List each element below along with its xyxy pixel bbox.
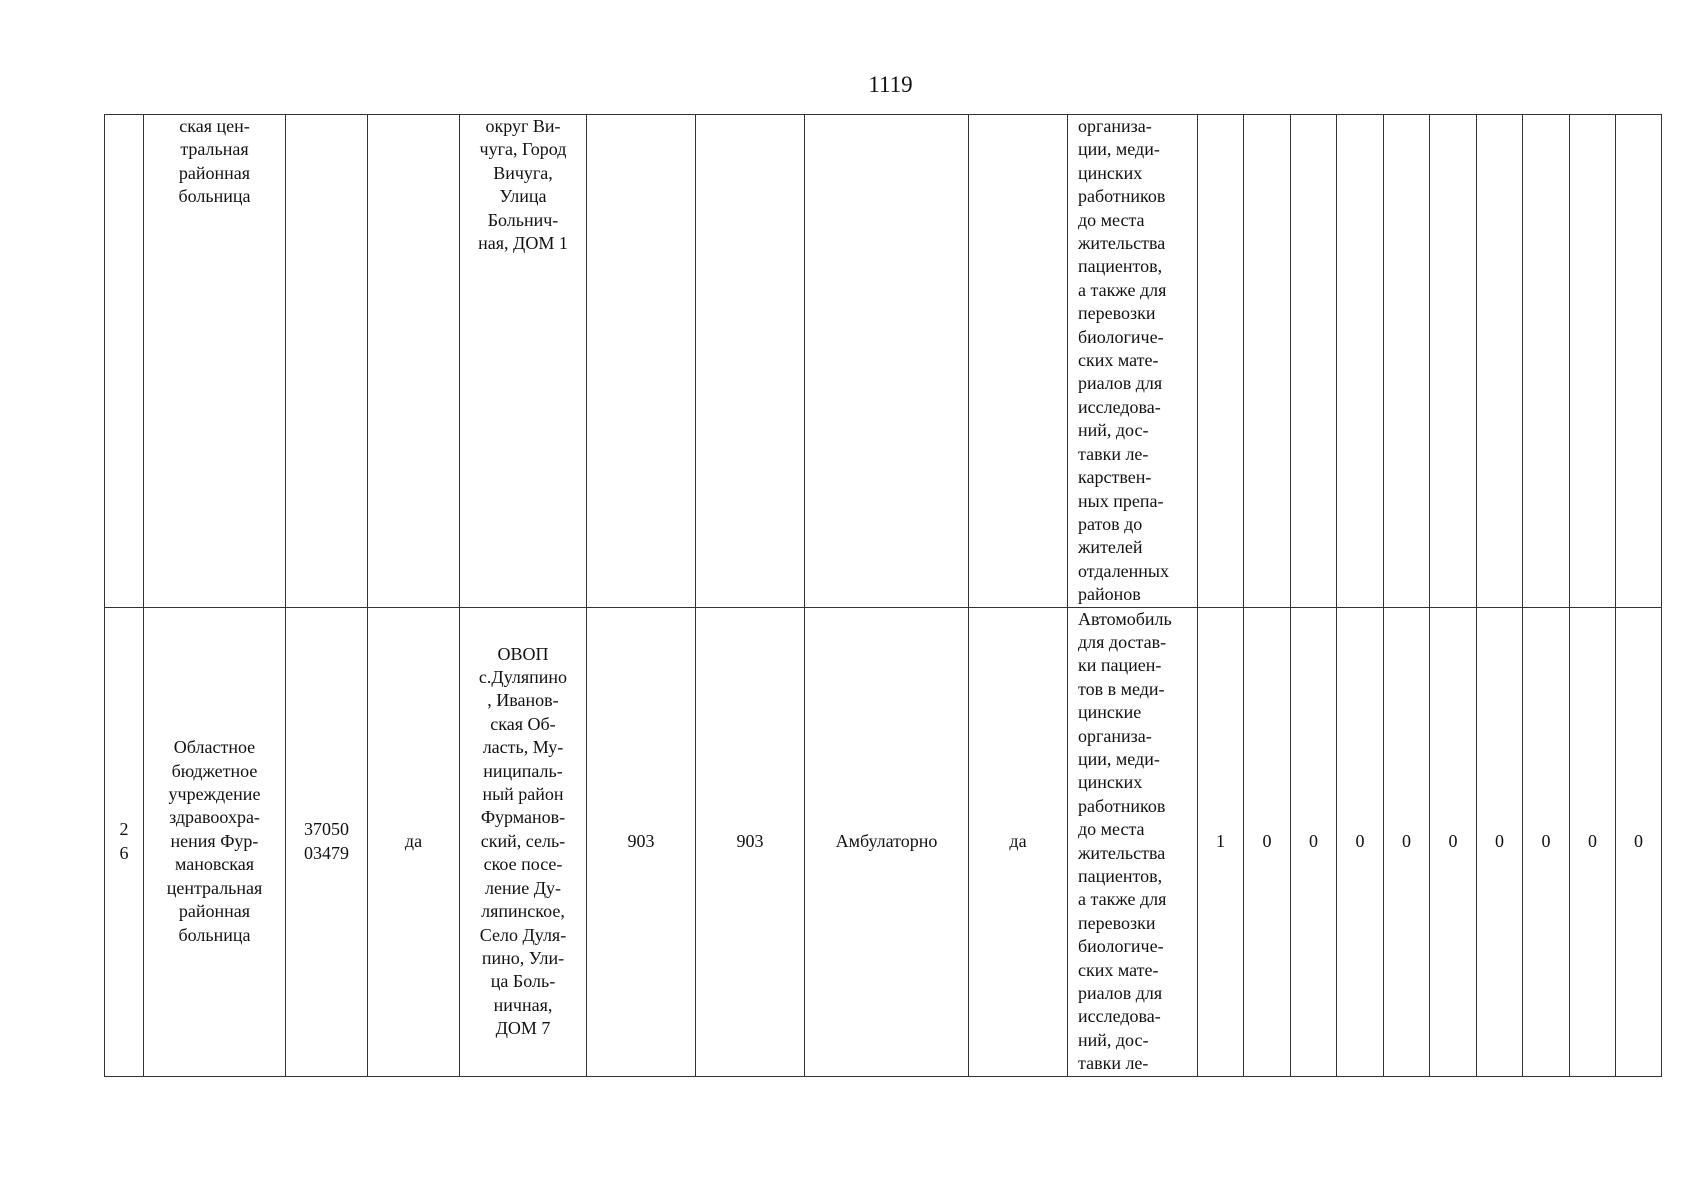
count-cell: 0 <box>1244 607 1291 1076</box>
count-cell <box>1244 115 1291 608</box>
count-cell <box>1430 115 1477 608</box>
row-number-cell: 2 6 <box>105 607 144 1076</box>
count-cell: 0 <box>1570 607 1616 1076</box>
count-cell: 0 <box>1384 607 1430 1076</box>
table-row <box>105 607 1662 1076</box>
count-cell: 0 <box>1337 607 1384 1076</box>
count-cell <box>1616 115 1662 608</box>
count-cell <box>1291 115 1337 608</box>
code-cell: 903 <box>696 607 805 1076</box>
count-cell: 0 <box>1616 607 1662 1076</box>
count-cell <box>1570 115 1616 608</box>
flag-cell <box>368 115 460 608</box>
flag-cell <box>969 115 1068 608</box>
flag-cell: да <box>368 607 460 1076</box>
organization-name-cell: ская цен- тральная районная больница <box>144 115 286 608</box>
count-cell <box>1477 115 1523 608</box>
flag-cell: да <box>969 607 1068 1076</box>
count-cell <box>1523 115 1570 608</box>
code-cell <box>696 115 805 608</box>
row-number-cell <box>105 115 144 608</box>
count-cell: 0 <box>1477 607 1523 1076</box>
inn-cell <box>286 115 368 608</box>
count-cell: 0 <box>1523 607 1570 1076</box>
care-type-cell <box>805 115 969 608</box>
inn-cell: 37050 03479 <box>286 607 368 1076</box>
count-cell <box>1198 115 1244 608</box>
address-cell: округ Ви- чуга, Город Вичуга, Улица Больнич- ная, ДОМ 1 <box>460 115 587 608</box>
count-cell: 1 <box>1198 607 1244 1076</box>
vehicle-purpose-cell: Автомобиль для достав- ки пациен- тов в меди- цинские организа- ции, меди- цинских работников до места жительства пациентов, а также для перевозки биологиче- ских мате- риалов для исследова- ний, дос- тавки ле- <box>1068 607 1198 1076</box>
count-cell <box>1384 115 1430 608</box>
page-number: 1119 <box>868 72 913 97</box>
address-cell: ОВОП с.Дуляпино , Иванов- ская Об- ласть, Му- ниципаль- ный район Фурманов- ский, сель- ское посе- ление Ду- ляпинское, Село Дуля- пино, Ули- ца Боль- ничная, ДОМ 7 <box>460 607 587 1076</box>
count-cell: 0 <box>1291 607 1337 1076</box>
count-cell: 0 <box>1430 607 1477 1076</box>
vehicle-purpose-cell: организа- ции, меди- цинских работников до места жительства пациентов, а также для перевозки биологиче- ских мате- риалов для исследова- ний, дос- тавки ле- карствен- ных препа- ратов до жителей отдаленных районов <box>1068 115 1198 608</box>
organization-name-cell: Областное бюджетное учреждение здравоохра- нения Фур- мановская центральная районная больница <box>144 607 286 1076</box>
care-type-cell: Амбулаторно <box>805 607 969 1076</box>
count-cell <box>1337 115 1384 608</box>
table-row <box>105 115 1662 608</box>
document-table <box>104 114 1662 1077</box>
code-cell <box>587 115 696 608</box>
code-cell: 903 <box>587 607 696 1076</box>
